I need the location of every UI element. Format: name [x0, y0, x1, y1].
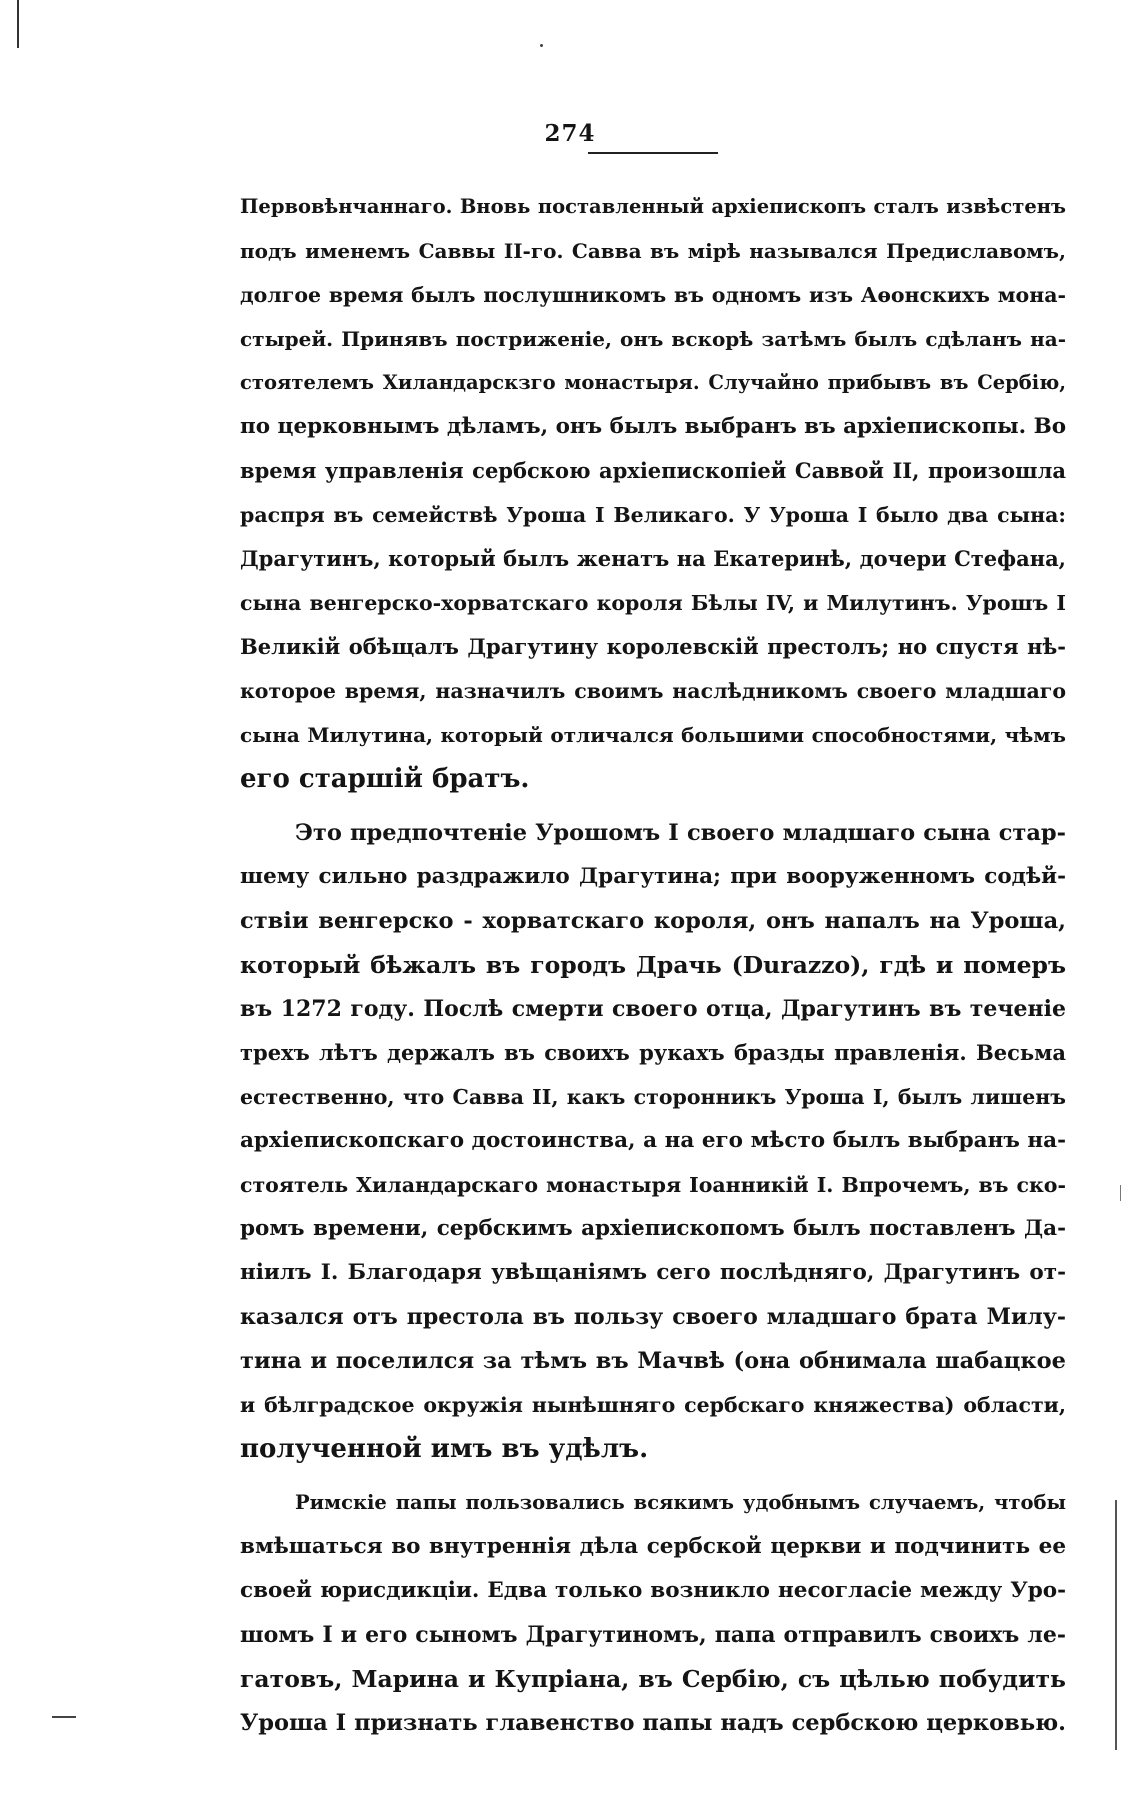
paragraph-gap — [240, 801, 1066, 811]
paragraph — [240, 185, 1066, 801]
text-line: подъ именемъ Саввы II-го. Савва въ мірѣ назывался Предиславомъ, — [240, 239, 1066, 263]
scan-edge-mark — [1120, 1185, 1121, 1201]
page-number-rule — [588, 152, 718, 154]
text-line: шомъ I и его сыномъ Драгутиномъ, папа отправилъ своихъ ле- — [240, 1622, 1066, 1648]
text-line: время управленія сербскою архіепископіей Саввой II, произошла — [240, 458, 1066, 483]
text-line: стоятель Хиландарскаго монастыря Іоанникій I. Впрочемъ, въ ско- — [240, 1173, 1066, 1197]
text-line: и бѣлградское окружія нынѣшняго сербскаго княжества) области, — [240, 1393, 1066, 1417]
text-line: ніилъ I. Благодаря увѣщаніямъ сего послѣдняго, Драгутинъ от- — [240, 1260, 1066, 1285]
text-line: сына венгерско-хорватскаго короля Бѣлы IV, и Милутинъ. Урошъ I — [240, 591, 1066, 615]
text-line: стырей. Принявъ постриженіе, онъ вскорѣ затѣмъ былъ сдѣланъ на- — [240, 327, 1066, 351]
text-line: сына Милутина, который отличался большими способностями, чѣмъ — [240, 723, 1066, 747]
text-line: полученной имъ въ удѣлъ. — [240, 1434, 649, 1464]
text-line: который бѣжалъ въ городъ Драчь (Durazzo), гдѣ и померъ — [240, 951, 1066, 979]
text-line: вмѣшаться во внутреннія дѣла сербской церкви и подчинить ее — [240, 1534, 1066, 1559]
text-line: Уроша I признать главенство папы надъ сербскою церковью. — [240, 1710, 1066, 1736]
scan-edge-mark — [17, 0, 19, 48]
text-line: въ 1272 году. Послѣ смерти своего отца, Драгутинъ въ теченіе — [240, 996, 1066, 1022]
text-line: естественно, что Савва II, какъ сторонникъ Уроша I, былъ лишенъ — [240, 1085, 1066, 1109]
text-line: трехъ лѣтъ держалъ въ своихъ рукахъ бразды правленія. Весьма — [240, 1040, 1066, 1065]
text-line: своей юрисдикціи. Едва только возникло несогласіе между Уро- — [240, 1578, 1066, 1603]
text-line: его старшій братъ. — [240, 764, 530, 794]
scan-dust-mark — [540, 44, 543, 47]
text-line: Римскіе папы пользовались всякимъ удобнымъ случаемъ, чтобы — [295, 1491, 1066, 1514]
text-line: Великій обѣщалъ Драгутину королевскій престолъ; но спустя нѣ- — [240, 634, 1066, 659]
text-line: казался отъ престола въ пользу своего младшаго брата Милу- — [240, 1304, 1066, 1330]
text-line: архіепископскаго достоинства, а на его мѣсто былъ выбранъ на- — [240, 1128, 1066, 1153]
body-text — [240, 185, 1066, 1745]
text-line: ствіи венгерско - хорватскаго короля, онъ напалъ на Уроша, — [240, 908, 1066, 934]
text-line: долгое время былъ послушникомъ въ одномъ изъ Аѳонскихъ мона- — [240, 283, 1066, 307]
text-line: Это предпочтеніе Урошомъ I своего младшаго сына стар- — [295, 820, 1066, 846]
text-line: шему сильно раздражило Драгутина; при вооруженномъ содѣй- — [240, 864, 1066, 889]
text-line: Первовѣнчаннаго. Вновь поставленный архіепископъ сталъ извѣстенъ — [240, 195, 1066, 218]
text-line: тина и поселился за тѣмъ въ Мачвѣ (она обнимала шабацкое — [240, 1348, 1066, 1374]
text-line: распря въ семействѣ Уроша I Великаго. У Уроша I было два сына: — [240, 503, 1066, 527]
text-line: Драгутинъ, который былъ женатъ на Екатеринѣ, дочери Стефана, — [240, 546, 1066, 571]
scan-edge-mark — [1115, 1500, 1117, 1750]
text-line: гатовъ, Марина и Купріана, въ Сербію, съ цѣлью побудить — [240, 1665, 1066, 1693]
paragraph — [240, 1481, 1066, 1745]
text-line: по церковнымъ дѣламъ, онъ былъ выбранъ въ архіепископы. Во — [240, 414, 1067, 439]
paragraph-gap — [240, 1471, 1066, 1481]
page-number: 274 — [544, 120, 596, 147]
text-line: которое время, назначилъ своимъ наслѣдникомъ своего младшаго — [240, 679, 1066, 703]
text-line: ромъ времени, сербскимъ архіепископомъ былъ поставленъ Да- — [240, 1216, 1066, 1241]
scan-edge-mark — [52, 1716, 76, 1718]
text-line: стоятелемъ Хиландарскзго монастыря. Случайно прибывъ въ Сербію, — [240, 371, 1066, 394]
paragraph — [240, 811, 1066, 1471]
